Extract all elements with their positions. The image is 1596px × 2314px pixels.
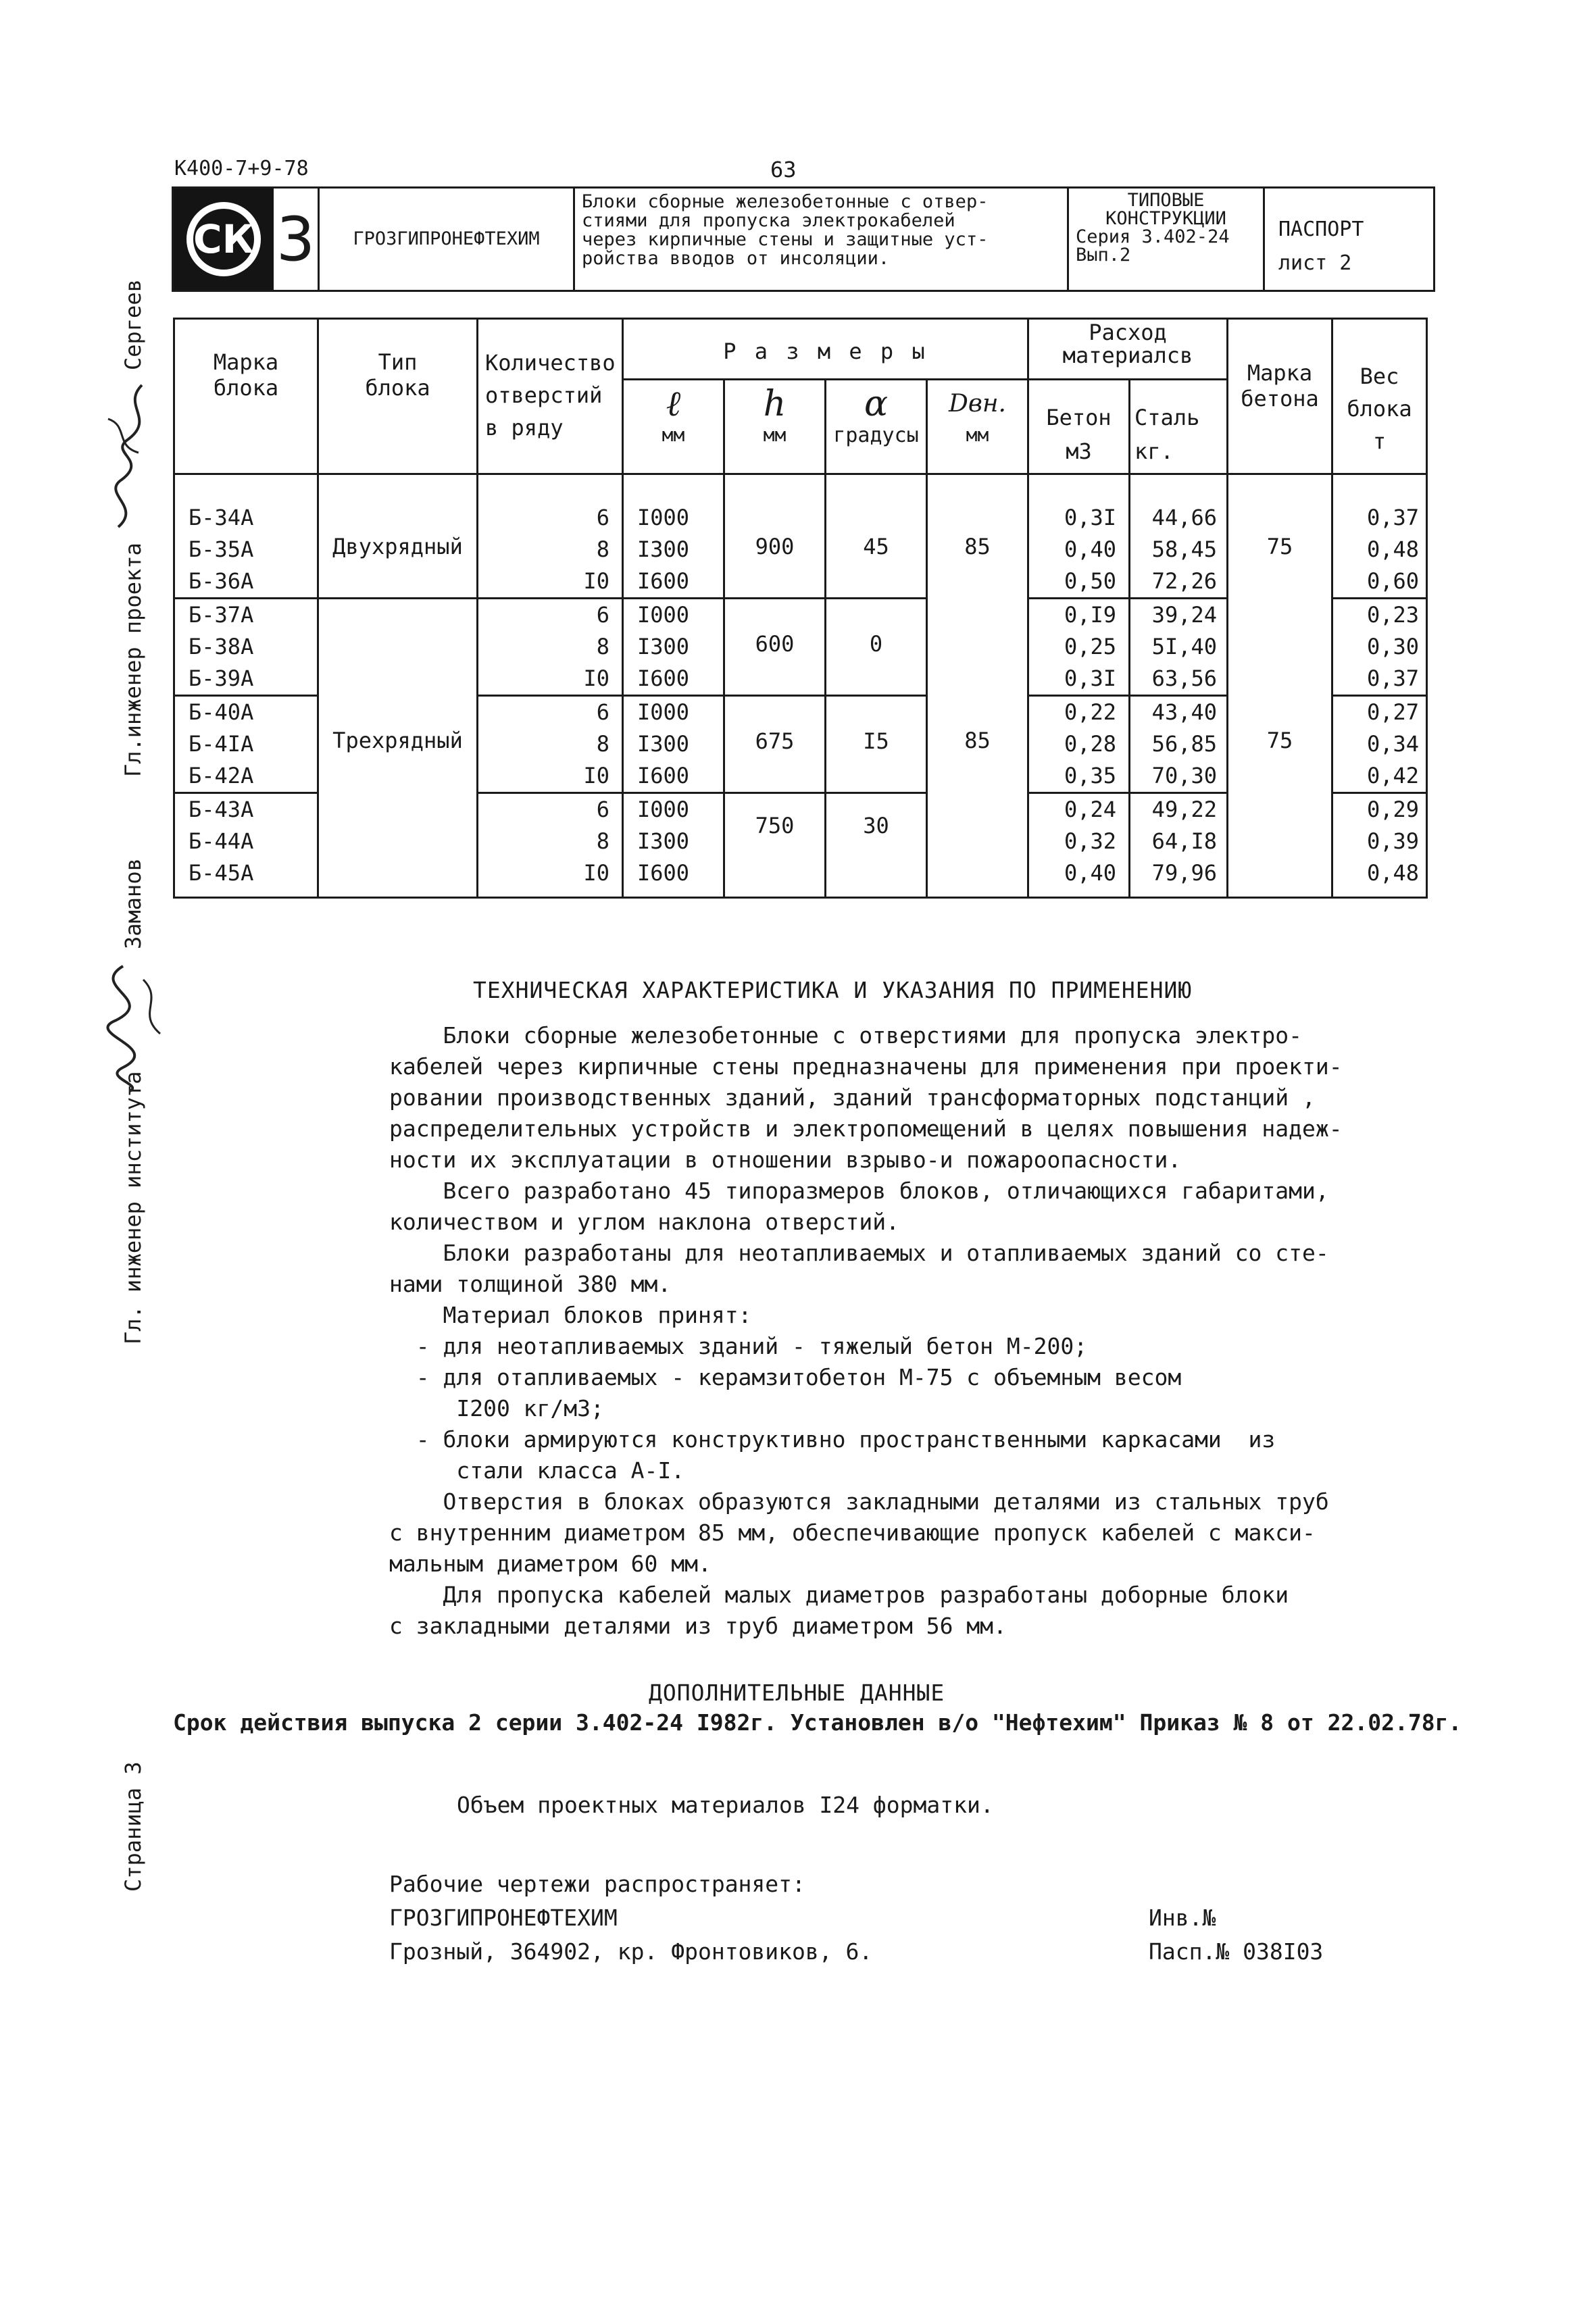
logo [174,188,320,290]
text-line: стали класса А-I. [389,1457,685,1484]
text-line: кабелей через кирпичные стены предназначены для применения при проекти- [389,1053,1343,1080]
text-line: Для пропуска кабелей малых диаметров разработаны доборные блоки [389,1582,1289,1608]
table-row-group [174,474,1427,599]
cell-weight: 0,29 0,39 0,48 [1332,793,1427,898]
cell-mark: Б-34А Б-35А Б-36А [174,474,318,599]
table-row-group [174,696,1427,793]
description-line: стиями для пропуска электрокабелей [582,210,955,231]
series-info [1069,188,1265,290]
cell-mark: Б-37А Б-38А Б-39А [174,599,318,696]
cell-height: 675 [724,696,826,793]
tech-paragraphs [389,1020,1343,1642]
blocks-spec-table [173,318,1428,899]
tech-heading: ТЕХНИЧЕСКАЯ ХАРАКТЕРИСТИКА И УКАЗАНИЯ ПО ПРИМЕНЕНИЮ [473,977,1193,1003]
text-line: ности их эксплуатации в отношении взрыво-и пожароопасности. [389,1147,1182,1173]
header-concrete-grade: Марка бетона [1228,319,1332,474]
header-angle: α градусы [826,380,927,474]
header-length: ℓ мм [623,380,724,474]
header-type: Тип блока [318,319,478,474]
logo-number: 3 [274,188,320,290]
title-block [172,186,1435,292]
logo-mark [174,188,274,290]
text-line: Материал блоков принят: [389,1302,752,1328]
header-consumption: Расход материалсв [1028,319,1228,380]
header-holes: Количество отверстий в ряду [478,319,623,474]
text-line: с закладными деталями из труб диаметром 56 мм. [389,1613,1007,1639]
materials-volume: Объем проектных материалов I24 форматки. [457,1792,994,1818]
cell-concrete: 0,I9 0,25 0,3I [1028,599,1130,696]
text-line: нами толщиной 380 мм. [389,1271,672,1297]
cell-length: I000 I300 I600 [623,696,724,793]
cell-height: 600 [724,599,826,696]
cell-grade: 75 [1228,474,1332,599]
description-line: ройства вводов от инсоляции. [582,248,890,269]
distribution-line: Рабочие чертежи распространяет: [389,1871,805,1897]
cell-angle: 30 [826,793,927,898]
cell-weight: 0,23 0,30 0,37 [1332,599,1427,696]
series-line: ТИПОВЫЕ [1127,190,1205,211]
cell-height: 750 [724,793,826,898]
sidebar-page-label: Страница 3 [120,1761,146,1892]
cell-concrete: 0,22 0,28 0,35 [1028,696,1130,793]
cell-length: I000 I300 I600 [623,599,724,696]
header-sizes: Р а з м е р ы [623,319,1028,380]
cell-steel: 49,22 64,I8 79,96 [1130,793,1228,898]
cell-holes: 6 8 I0 [478,474,623,599]
block-description [575,188,1069,290]
text-line: с внутренним диаметром 85 мм, обеспечивающие пропуск кабелей с макси- [389,1519,1316,1546]
cell-type: Двухрядный [318,474,478,599]
cell-holes: 6 8 I0 [478,696,623,793]
cell-holes: 6 8 I0 [478,599,623,696]
cell-grade-empty [1228,599,1332,696]
cell-grade-empty [1228,793,1332,898]
cell-type [318,793,478,898]
inventory-info [1149,1901,1323,1969]
text-line: - блоки армируются конструктивно пространственными каркасами из [389,1426,1276,1453]
cell-diameter: 85 [927,696,1028,793]
additional-heading: ДОПОЛНИТЕЛЬНЫЕ ДАННЫЕ [649,1680,945,1706]
text-line: ровании производственных зданий, зданий трансформаторных подстанций , [389,1084,1316,1111]
cell-steel: 39,24 5I,40 63,56 [1130,599,1228,696]
passport-sheet [1265,188,1433,290]
cell-length: I000 I300 I600 [623,474,724,599]
sidebar-chief-engineer-institute: Гл. инженер института [120,1071,146,1344]
description-line: через кирпичные стены и защитные уст- [582,229,989,250]
cell-mark: Б-40А Б-4IА Б-42А [174,696,318,793]
distribution-address: Грозный, 364902, кр. Фронтовиков, 6. [389,1938,873,1965]
table-row-group [174,599,1427,696]
cell-type [318,599,478,696]
pass-label: Пасп.№ [1149,1938,1230,1965]
distribution-org: ГРОЗГИПРОНЕФТЕХИМ [389,1905,618,1931]
cell-steel: 44,66 58,45 72,26 [1130,474,1228,599]
signature-sergeev [81,378,169,540]
sidebar-institute-engineer-name: Заманов [120,858,146,949]
cell-length: I000 I300 I600 [623,793,724,898]
logo-letters: СК [193,216,254,262]
header-steel: Сталь кг. [1130,380,1228,474]
text-line: Блоки разработаны для неотапливаемых и отапливаемых зданий со сте- [389,1240,1329,1266]
cell-concrete: 0,24 0,32 0,40 [1028,793,1130,898]
cell-angle: 45 [826,474,927,599]
sidebar-project-engineer-name: Сергеев [120,279,146,370]
cell-angle: 0 [826,599,927,696]
organization-name: ГРОЗГИПРОНЕФТЕХИМ [320,188,575,290]
passport-label: ПАСПОРТ [1278,218,1364,241]
text-line: количеством и углом наклона отверстий. [389,1209,899,1235]
cell-grade: 75 [1228,696,1332,793]
document-code: К400-7+9-78 [174,157,309,180]
description-line: Блоки сборные железобетонные с отвер- [582,191,989,212]
header-mark: Марка блока [174,319,318,474]
cell-diameter-empty [927,793,1028,898]
header-weight: Вес блока т [1332,319,1427,474]
passport-number-line [1149,1935,1323,1969]
pass-number: 038I03 [1243,1938,1324,1965]
cell-diameter-empty [927,599,1028,696]
distribution-info [389,1867,872,1969]
sheet-label: лист 2 [1278,251,1352,275]
cell-weight: 0,27 0,34 0,42 [1332,696,1427,793]
text-line: распределительных устройств и электропомещений в целях повышения надеж- [389,1115,1343,1142]
text-line: I200 кг/м3; [389,1395,604,1422]
text-line: - для отапливаемых - керамзитобетон М-75 с объемным весом [389,1364,1182,1390]
series-line: Вып.2 [1076,245,1131,266]
series-line: Серия 3.402-24 [1076,226,1230,247]
sidebar-chief-engineer-project: Гл.инженер проекта [120,543,146,777]
text-line: Отверстия в блоках образуются закладными деталями из стальных труб [389,1488,1329,1515]
page-number: 63 [770,157,797,182]
text-line: мальным диаметром 60 мм. [389,1551,712,1577]
cell-mark: Б-43А Б-44А Б-45А [174,793,318,898]
cell-holes: 6 8 I0 [478,793,623,898]
series-line: КОНСТРУКЦИИ [1105,208,1226,229]
cell-steel: 43,40 56,85 70,30 [1130,696,1228,793]
text-line: Всего разработано 45 типоразмеров блоков, отличающихся габаритами, [389,1178,1329,1204]
header-height: h мм [724,380,826,474]
header-concrete: Бетон м3 [1028,380,1130,474]
cell-type: Трехрядный [318,696,478,793]
validity-statement: Срок действия выпуска 2 серии 3.402-24 I982г. Установлен в/о "Нефтехим" Приказ № 8 от 22.02.78г. [173,1709,1462,1736]
cell-height: 900 [724,474,826,599]
ck-logo-icon [183,199,264,280]
table-row-group [174,793,1427,898]
cell-concrete: 0,3I 0,40 0,50 [1028,474,1130,599]
signature-zamanov [76,959,177,1095]
cell-diameter: 85 [927,474,1028,599]
text-line: - для неотапливаемых зданий - тяжелый бетон М-200; [389,1333,1088,1359]
cell-weight: 0,37 0,48 0,60 [1332,474,1427,599]
cell-angle: I5 [826,696,927,793]
inv-label: Инв.№ [1149,1905,1216,1931]
header-diameter: Dвн. мм [927,380,1028,474]
text-line: Блоки сборные железобетонные с отверстиями для пропуска электро- [389,1022,1303,1049]
